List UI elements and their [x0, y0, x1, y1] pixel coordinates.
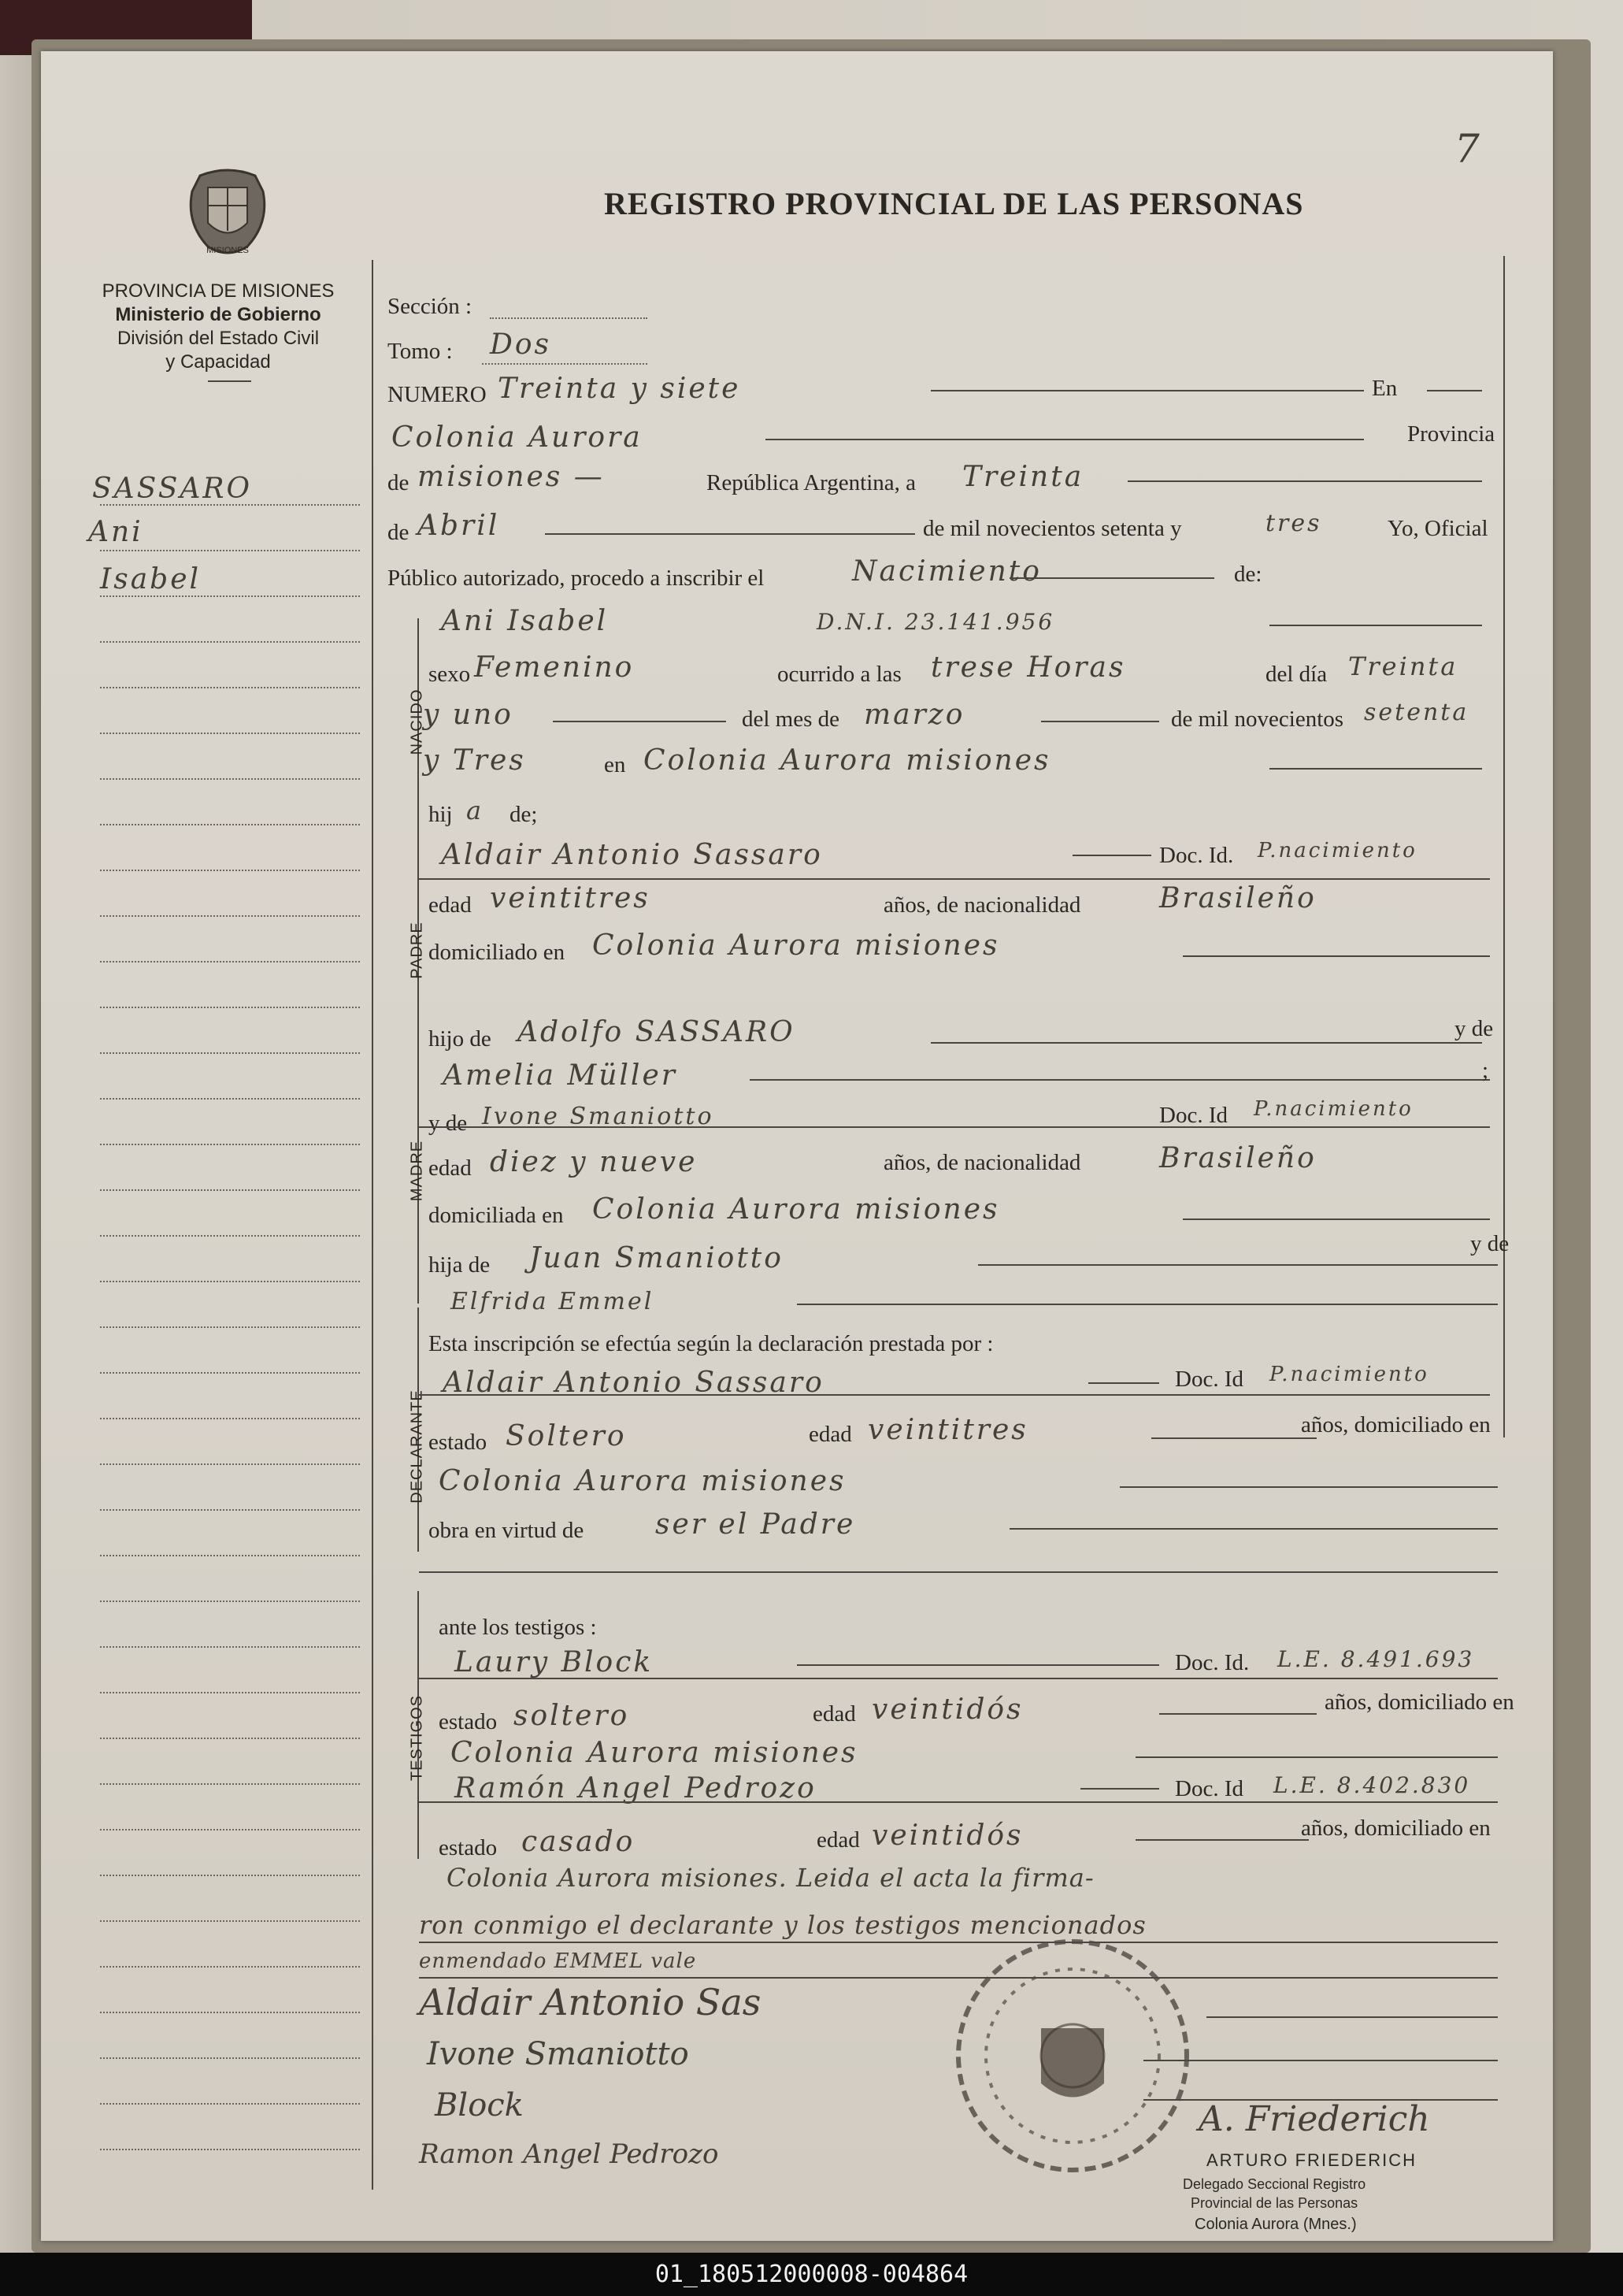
margin-dotted-line — [100, 1052, 360, 1054]
declarante-end-rule — [419, 1571, 1498, 1573]
act-value: Nacimiento — [852, 555, 1042, 588]
margin-dotted-line — [100, 915, 360, 917]
official-stamp-icon — [947, 1926, 1199, 2186]
testigo1-anos-label: años, domiciliado en — [1325, 1690, 1514, 1715]
margin-dotted-line — [100, 1007, 360, 1008]
testigo2-doc-label: Doc. Id — [1175, 1776, 1243, 1801]
madre-name: Ivone Smaniotto — [482, 1103, 714, 1130]
testigo2-anos-label: años, domiciliado en — [1301, 1816, 1491, 1841]
madre-father-line — [978, 1264, 1498, 1266]
republica-label: República Argentina, a — [706, 470, 917, 495]
margin-dotted-line — [100, 2012, 360, 2013]
testigo1-edad-label: edad — [813, 1701, 856, 1727]
province-value: misiones — — [417, 461, 605, 493]
margin-given-name-1: Ani — [88, 516, 143, 548]
mil-label: de mil novecientos setenta y — [923, 516, 1182, 541]
declarante-name: Aldair Antonio Sassaro — [443, 1367, 824, 1399]
nacido-name: Ani Isabel — [441, 605, 609, 637]
padre-edad-value: veintitres — [490, 882, 650, 914]
testigos-label: ante los testigos : — [439, 1615, 597, 1640]
declarante-edad-value: veintitres — [868, 1414, 1028, 1446]
padre-father: Adolfo SASSARO — [517, 1016, 795, 1048]
madre-edad-label: edad — [428, 1155, 472, 1181]
declarante-edad-label: edad — [809, 1422, 852, 1447]
margin-dotted-line — [100, 870, 360, 871]
hour-value: trese Horas — [931, 651, 1126, 684]
day2-line — [553, 721, 726, 722]
margin-dotted-line — [100, 2149, 360, 2150]
margin-dotted-line — [100, 2057, 360, 2059]
numero-line — [931, 390, 1364, 391]
scan-id-footer: 01_180512000008-004864 — [0, 2253, 1623, 2296]
en-line — [1427, 390, 1482, 391]
margin-dotted-line — [100, 1920, 360, 1922]
page-number: 7 — [1454, 126, 1482, 172]
madre-nac-label: años, de nacionalidad — [884, 1150, 1081, 1175]
nacido-name-line — [1269, 625, 1482, 626]
margin-dotted-line — [100, 1829, 360, 1830]
padre-father-line — [931, 1042, 1482, 1044]
testigo2-estado-label: estado — [439, 1835, 498, 1860]
hija-de-label: de; — [510, 802, 538, 827]
obra-label: obra en virtud de — [428, 1518, 584, 1543]
division-heading: División del Estado Civil — [117, 328, 320, 349]
section-label-nacido: NACIDO — [408, 688, 426, 755]
madre-doc-label: Doc. Id — [1159, 1103, 1228, 1128]
tomo-value: Dos — [490, 328, 552, 361]
nacido-en-label: en — [604, 752, 626, 777]
section-label-madre: MADRE — [408, 1140, 426, 1202]
declarante-name-line — [1088, 1382, 1159, 1384]
testigo2-edad-line — [1136, 1839, 1309, 1841]
obra-line — [1010, 1528, 1498, 1530]
testigo2-name: Ramón Angel Pedrozo — [454, 1772, 817, 1805]
sexo-label: sexo — [428, 662, 471, 687]
declarante-row-rule — [419, 1394, 1490, 1396]
padre-name-line — [1073, 855, 1151, 856]
seccion-label: Sección : — [387, 294, 472, 319]
numero-value: Treinta y siete — [498, 373, 741, 405]
padre-doc-label: Doc. Id. — [1159, 843, 1234, 868]
official-name: ARTURO FRIEDERICH — [1206, 2150, 1417, 2170]
margin-dotted-line — [100, 1144, 360, 1145]
declarante-edad-line — [1151, 1437, 1317, 1439]
declaracion-label: Esta inscripción se efectúa según la declaración prestada por : — [428, 1331, 994, 1356]
madre-y-de-label-2: y de — [1470, 1231, 1510, 1256]
sig-rule-1 — [1206, 2016, 1498, 2018]
tomo-label: Tomo : — [387, 339, 453, 364]
declarante-dom-value: Colonia Aurora misiones — [439, 1465, 847, 1497]
testigo1-dom-value: Colonia Aurora misiones — [450, 1737, 858, 1769]
margin-dotted-line — [100, 1692, 360, 1693]
margin-dotted-line — [100, 1783, 360, 1785]
dia-label: del día — [1265, 662, 1328, 687]
declarante-doc-label: Doc. Id — [1175, 1367, 1243, 1392]
margin-dotted-line — [100, 2103, 360, 2105]
margin-dotted-line — [100, 1509, 360, 1511]
signature-witness-2: Ramon Angel Pedrozo — [419, 2138, 719, 2170]
padre-nac-value: Brasileño — [1159, 882, 1317, 914]
tomo-line — [482, 363, 647, 365]
ministry-heading: Ministerio de Gobierno — [115, 304, 321, 325]
testigo1-estado-value: soltero — [513, 1700, 630, 1732]
margin-dotted-line — [100, 1555, 360, 1556]
padre-nac-label: años, de nacionalidad — [884, 892, 1081, 918]
de-label: de — [387, 470, 409, 495]
testigo1-edad-value: veintidós — [872, 1693, 1024, 1726]
act-line — [1010, 577, 1214, 579]
declarante-dom-line — [1120, 1486, 1498, 1488]
madre-dom-label: domiciliada en — [428, 1203, 564, 1228]
section-label-testigos: TESTIGOS — [408, 1694, 426, 1782]
padre-dom-value: Colonia Aurora misiones — [592, 929, 1000, 962]
testigo1-doc-value: L.E. 8.491.693 — [1277, 1646, 1475, 1672]
declarante-doc-value: P.nacimiento — [1269, 1363, 1429, 1386]
signature-witness-1: Block — [435, 2087, 524, 2124]
padre-mother: Amelia Müller — [443, 1059, 677, 1092]
padre-semicolon: ; — [1482, 1058, 1489, 1083]
margin-surname: SASSARO — [92, 473, 252, 505]
publico-label: Público autorizado, procedo a inscribir el — [387, 566, 765, 591]
seal-label: MISIONES — [206, 246, 249, 255]
margin-dotted-line — [100, 1372, 360, 1374]
nacido-year-2: y Tres — [423, 744, 526, 777]
section-label-declarante: DECLARANTE — [408, 1389, 426, 1504]
madre-mother: Elfrida Emmel — [450, 1288, 654, 1315]
testigo2-doc-value: L.E. 8.402.830 — [1273, 1772, 1471, 1798]
year-value: tres — [1265, 510, 1322, 537]
madre-mother-line — [797, 1304, 1498, 1305]
margin-dotted-line — [100, 1738, 360, 1739]
place2-line — [1269, 768, 1482, 770]
testigo1-name: Laury Block — [454, 1646, 654, 1678]
margin-dotted-line — [100, 733, 360, 734]
padre-row-rule — [419, 878, 1490, 880]
margin-dotted-line — [100, 961, 360, 963]
margin-dotted-line — [100, 1966, 360, 1968]
column-divider — [372, 260, 373, 2190]
padre-edad-label: edad — [428, 892, 472, 918]
day-value: Treinta — [962, 461, 1084, 493]
margin-dotted-line — [100, 1189, 360, 1191]
nacido-day: Treinta — [1348, 651, 1458, 681]
section-label-padre: PADRE — [408, 922, 426, 979]
margin-dotted-line — [100, 778, 360, 780]
hijo-de-label: hijo de — [428, 1026, 491, 1052]
declarante-anos-label: años, domiciliado en — [1301, 1412, 1491, 1437]
madre-nac-value: Brasileño — [1159, 1142, 1317, 1174]
margin-dotted-line — [100, 687, 360, 688]
testigo2-edad-label: edad — [817, 1827, 860, 1853]
margin-dotted-line — [100, 824, 360, 825]
testigo1-dom-line — [1136, 1756, 1498, 1758]
madre-y-de-label: y de — [428, 1111, 468, 1136]
provincia-label: Provincia — [1407, 421, 1495, 447]
madre-dom-line — [1183, 1218, 1490, 1220]
testigo1-row-rule — [419, 1678, 1498, 1679]
oficial-label: Yo, Oficial — [1388, 516, 1488, 541]
day-line — [1128, 480, 1482, 482]
nacido-year: setenta — [1364, 699, 1469, 726]
margin-dotted-line — [100, 1098, 360, 1100]
header-rule — [208, 380, 251, 382]
madre-edad-value: diez y nueve — [490, 1146, 698, 1178]
closing-line-1: ron conmigo el declarante y los testigos mencionados — [419, 1910, 1147, 1940]
register-page — [41, 51, 1553, 2241]
margin-dotted-line — [100, 1326, 360, 1328]
margin-dotted-line — [100, 1463, 360, 1465]
margin-dotted-line — [100, 1601, 360, 1602]
margin-dotted-line — [100, 595, 360, 597]
nacido-mil-label: de mil novecientos — [1171, 707, 1344, 732]
nacido-day-2: y uno — [423, 699, 513, 731]
place-line — [765, 439, 1364, 440]
madre-hija-de-label: hija de — [428, 1252, 491, 1278]
margin-dotted-line — [100, 1875, 360, 1876]
ocurrido-label: ocurrido a las — [777, 662, 902, 687]
padre-doc-value: P.nacimiento — [1258, 839, 1417, 862]
nacido-month: marzo — [864, 699, 965, 731]
testigo1-estado-label: estado — [439, 1709, 498, 1734]
right-border — [1503, 256, 1505, 1437]
hija-label: hij — [428, 802, 453, 827]
margin-dotted-line — [100, 1646, 360, 1648]
padre-name: Aldair Antonio Sassaro — [441, 839, 823, 871]
mes-label: del mes de — [742, 707, 840, 732]
padre-dom-label: domiciliado en — [428, 940, 565, 965]
testigo2-estado-value: casado — [521, 1826, 635, 1858]
page-title: REGISTRO PROVINCIAL DE LAS PERSONAS — [604, 186, 1304, 221]
testigo1-doc-label: Doc. Id. — [1175, 1650, 1250, 1675]
nacido-dni: D.N.I. 23.141.956 — [817, 609, 1055, 635]
margin-dotted-line — [100, 641, 360, 643]
margin-dotted-line — [100, 1418, 360, 1419]
closing-line-2: enmendado EMMEL vale — [419, 1949, 697, 1973]
testigo1-name-line — [797, 1664, 1159, 1666]
margin-dotted-line — [100, 550, 360, 551]
declarante-estado-label: estado — [428, 1430, 487, 1455]
obra-value: ser el Padre — [655, 1508, 856, 1541]
division-heading-2: y Capacidad — [165, 351, 271, 373]
place-value: Colonia Aurora — [391, 421, 643, 454]
official-title-3: Colonia Aurora (Mnes.) — [1195, 2216, 1357, 2233]
testigo2-row-rule — [419, 1801, 1498, 1803]
madre-father: Juan Smaniotto — [529, 1242, 784, 1274]
month-value: Abril — [417, 510, 500, 542]
month-line — [545, 533, 915, 535]
month2-line — [1041, 721, 1159, 722]
hija-suffix: a — [466, 796, 484, 825]
declarante-estado-value: Soltero — [506, 1420, 627, 1452]
padre-mother-line — [750, 1079, 1490, 1081]
seccion-line — [490, 317, 647, 319]
official-title-1: Delegado Seccional Registro — [1183, 2176, 1366, 2192]
madre-row-rule — [419, 1126, 1490, 1128]
padre-dom-line — [1183, 955, 1490, 957]
testigo2-dom-value: Colonia Aurora misiones. Leida el acta la firma- — [447, 1863, 1095, 1893]
en-label: En — [1372, 376, 1398, 401]
margin-dotted-line — [100, 1281, 360, 1282]
margin-given-name-2: Isabel — [100, 563, 202, 595]
signature-declarante: Aldair Antonio Sas — [419, 1981, 761, 2023]
de-colon: de: — [1234, 562, 1262, 587]
testigo1-edad-line — [1159, 1713, 1317, 1715]
de-label-2: de — [387, 520, 409, 545]
testigo2-name-line — [1080, 1788, 1159, 1790]
margin-dotted-line — [100, 1235, 360, 1237]
testigo2-edad-value: veintidós — [872, 1819, 1024, 1852]
provincial-seal-icon — [176, 168, 279, 262]
official-signature: A. Friederich — [1199, 2099, 1430, 2139]
padre-y-de-label: y de — [1454, 1016, 1494, 1041]
numero-label: NUMERO — [387, 382, 487, 407]
madre-doc-value: P.nacimiento — [1254, 1097, 1414, 1121]
province-heading: PROVINCIA DE MISIONES — [102, 280, 335, 302]
official-title-2: Provincial de las Personas — [1191, 2195, 1358, 2211]
signature-mother: Ivone Smaniotto — [427, 2036, 689, 2072]
sexo-value: Femenino — [474, 651, 635, 684]
madre-dom-value: Colonia Aurora misiones — [592, 1193, 1000, 1226]
nacido-place: Colonia Aurora misiones — [643, 744, 1051, 777]
